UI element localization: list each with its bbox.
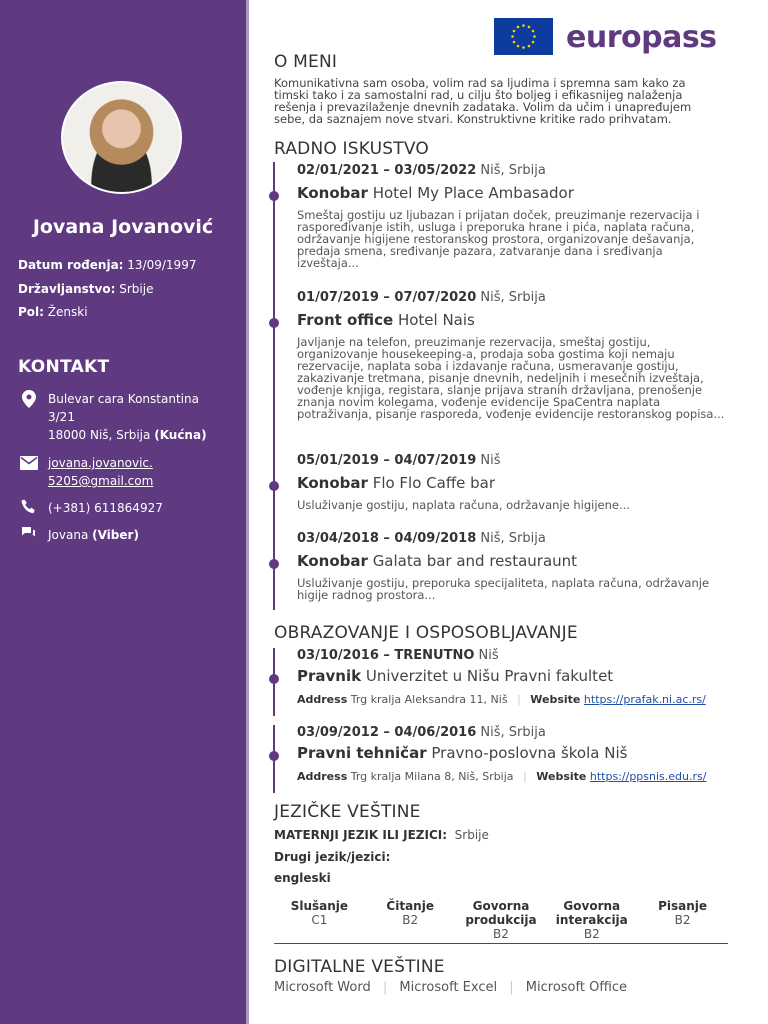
job-date: 05/01/2019 – 04/07/2019 xyxy=(297,453,477,468)
native-value: Srbije xyxy=(454,828,489,842)
viber-name: Jovana xyxy=(48,528,89,542)
birth-value: 13/09/1997 xyxy=(127,258,197,272)
job-date: 02/01/2021 – 03/05/2022 xyxy=(297,163,477,178)
contact-viber xyxy=(18,526,233,544)
experience-item xyxy=(297,453,727,511)
edu-website-link[interactable]: https://prafak.ni.ac.rs/ xyxy=(583,693,706,706)
job-description: Usluživanje gostiju, naplata računa, održavanje higijene... xyxy=(297,498,630,512)
job-description: Javljanje na telefon, preuzimanje rezervacija, smeštaj gostiju, organizovanje housekeeping-a, prodaja soba gostima koji nemaju rezervacije, naplata soba i izdavanje računa, usmeravanje gostiju, zakazivanje tretmana, pisanje dnevnih, nedeljnih i mesečnih izveštaja, vođenje knjiga, registara, slanje prijava stranih državljana, prenošenje znanja novim kolegama, vođenje evidencije SpaCentra naplata potraživanja, pisanje rasporeda, vođenje evidencije restoranskog popisa... xyxy=(297,335,725,421)
lang-col-writing xyxy=(637,899,728,941)
eu-star xyxy=(513,30,516,33)
contact-address xyxy=(18,390,233,444)
edu-website-label: Website xyxy=(530,693,581,706)
job-place: Niš, Srbija xyxy=(480,290,546,305)
digital-skill: Microsoft Excel xyxy=(399,980,498,995)
timeline-dot xyxy=(269,559,279,569)
other-lang: engleski xyxy=(274,871,331,885)
profile-photo xyxy=(61,81,182,194)
edu-website-label: Website xyxy=(536,770,587,783)
other-language-label xyxy=(274,850,390,864)
other-language-name xyxy=(274,871,331,885)
education-item xyxy=(297,648,727,706)
address-tag: (Kućna) xyxy=(154,428,207,442)
birth-label: Datum rođenja: xyxy=(18,258,124,272)
lang-col-level: B2 xyxy=(493,927,509,941)
job-org: Galata bar and restauraunt xyxy=(372,552,578,570)
edu-role: Pravni tehničar xyxy=(297,744,427,762)
digital-title: DIGITALNE VEŠTINE xyxy=(274,957,445,977)
eu-star xyxy=(532,41,535,44)
email-link[interactable] xyxy=(48,454,233,490)
sidebar-edge xyxy=(246,0,249,1024)
separator: | xyxy=(523,770,527,783)
eu-star xyxy=(528,45,531,48)
job-place: Niš, Srbija xyxy=(480,531,546,546)
timeline-dot xyxy=(269,481,279,491)
timeline-dot xyxy=(269,674,279,684)
lang-col-head: Govorna produkcija xyxy=(465,899,537,927)
lang-col-head: Čitanje xyxy=(386,899,434,913)
job-place: Niš, Srbija xyxy=(480,163,546,178)
edu-role: Pravnik xyxy=(297,667,362,685)
email-line-2: 5205@gmail.com xyxy=(48,474,154,488)
lang-col-head: Govorna interakcija xyxy=(555,899,628,927)
lang-col-level: C1 xyxy=(311,913,328,927)
eu-star xyxy=(517,45,520,48)
job-date: 01/07/2019 – 07/07/2020 xyxy=(297,290,477,305)
education-item xyxy=(297,725,727,783)
job-role: Konobar xyxy=(297,552,368,570)
native-language xyxy=(274,828,489,842)
lang-col-reading xyxy=(365,899,456,941)
envelope-icon xyxy=(18,454,40,472)
digital-skills xyxy=(274,980,627,995)
eu-star xyxy=(513,41,516,44)
viber-tag: (Viber) xyxy=(92,528,139,542)
timeline-dot xyxy=(269,751,279,761)
phone-icon xyxy=(18,499,40,517)
experience-item xyxy=(297,290,727,420)
about-title: O MENI xyxy=(274,52,338,72)
job-org: Flo Flo Caffe bar xyxy=(372,474,496,492)
lang-col-level: B2 xyxy=(402,913,419,927)
address-line-3: 18000 Niš, Srbija xyxy=(48,428,151,442)
contact-phone xyxy=(18,499,233,517)
edu-place: Niš xyxy=(478,648,499,663)
experience-timeline xyxy=(273,162,275,610)
sidebar xyxy=(0,0,246,1024)
experience-title: RADNO ISKUSTVO xyxy=(274,139,429,159)
chat-bubbles-icon xyxy=(18,526,40,544)
about-text: Komunikativna sam osoba, volim rad sa ljudima i spremna sam kako za timski tako i za samostalni rad, u cilju što boljeg i efikasnijeg nalaženja rešenja i prevazilaženje dnevnih zadataka. Volim da učim i unapređujem sebe, da saznajem nove stvari. Konstruktivne kritike rado prihvatam. xyxy=(274,76,692,126)
address-line-2: 3/21 xyxy=(48,410,75,424)
job-role: Konobar xyxy=(297,184,368,202)
job-description: Smeštaj gostiju uz ljubazan i prijatan doček, preuzimanje rezervacija i raspoređivanje istih, usluga i preporuka hrane i pića, naplata računa, održavanje higijene restoranskog prostora, organizovanje dešavanja, predaja smena, sređivanje pazara, zatvaranje dana i sređivanja izveštaja... xyxy=(297,208,700,270)
job-place: Niš xyxy=(480,453,501,468)
lang-col-listening xyxy=(274,899,365,941)
edu-address: Trg kralja Aleksandra 11, Niš xyxy=(350,693,508,706)
lang-col-level: B2 xyxy=(674,913,691,927)
address-line-1: Bulevar cara Konstantina xyxy=(48,392,199,406)
lang-col-spoken-production xyxy=(456,899,547,941)
edu-website-link[interactable]: https://ppsnis.edu.rs/ xyxy=(589,770,707,783)
timeline-dot xyxy=(269,191,279,201)
separator: | xyxy=(382,980,388,995)
eu-star xyxy=(533,35,536,38)
experience-item xyxy=(297,531,727,601)
native-label: MATERNJI JEZIK ILI JEZICI: xyxy=(274,828,448,842)
timeline-dot xyxy=(269,318,279,328)
lang-col-level: B2 xyxy=(583,927,600,941)
eu-star xyxy=(528,26,531,29)
lang-col-spoken-interaction xyxy=(546,899,637,941)
edu-address-label: Address xyxy=(297,693,348,706)
edu-date: 03/09/2012 – 04/06/2016 xyxy=(297,725,477,740)
languages-title: JEZIČKE VEŠTINE xyxy=(274,802,421,822)
digital-skill: Microsoft Office xyxy=(525,980,628,995)
job-org: Hotel My Place Ambasador xyxy=(372,184,574,202)
email-line-1: jovana.jovanovic. xyxy=(48,456,153,470)
lang-col-head: Slušanje xyxy=(290,899,349,913)
contact-email xyxy=(18,454,233,490)
edu-place: Niš, Srbija xyxy=(480,725,546,740)
separator: | xyxy=(509,980,514,995)
phone-number[interactable]: (+381) 611864927 xyxy=(48,501,163,515)
education-title: OBRAZOVANJE I OSPOSOBLJAVANJE xyxy=(274,623,578,643)
lang-col-head: Pisanje xyxy=(658,899,708,913)
edu-org: Univerzitet u Nišu Pravni fakultet xyxy=(365,667,614,685)
job-org: Hotel Nais xyxy=(397,311,475,329)
gender-value: Ženski xyxy=(47,305,88,319)
job-description: Usluživanje gostiju, preporuka specijaliteta, naplata računa, održavanje higije radnog prostora... xyxy=(297,576,710,602)
citizenship-value: Srbije xyxy=(119,282,154,296)
digital-skill: Microsoft Word xyxy=(274,980,371,995)
europass-logo: europass xyxy=(566,20,717,55)
gender xyxy=(18,305,88,319)
edu-date: 03/10/2016 – TRENUTNO xyxy=(297,648,475,663)
eu-flag-icon xyxy=(494,18,553,55)
experience-item xyxy=(297,163,727,269)
job-date: 03/04/2018 – 04/09/2018 xyxy=(297,531,477,546)
profile-name: Jovana Jovanović xyxy=(32,216,214,238)
eu-star xyxy=(511,35,514,38)
gender-label: Pol: xyxy=(18,305,44,319)
edu-address: Trg kralja Milana 8, Niš, Srbija xyxy=(350,770,514,783)
eu-star xyxy=(517,26,520,29)
birth-date xyxy=(18,258,196,272)
separator: | xyxy=(517,693,521,706)
other-label: Drugi jezik/jezici: xyxy=(274,850,391,864)
job-role: Konobar xyxy=(297,474,368,492)
eu-star xyxy=(532,30,535,33)
location-pin-icon xyxy=(18,390,40,408)
contact-title: KONTAKT xyxy=(18,357,110,377)
language-levels-table xyxy=(274,899,728,944)
edu-address-label: Address xyxy=(297,770,348,783)
citizenship-label: Državljanstvo: xyxy=(18,282,116,296)
edu-org: Pravno-poslovna škola Niš xyxy=(431,744,628,762)
job-role: Front office xyxy=(297,311,394,329)
eu-star xyxy=(522,46,525,49)
eu-star xyxy=(522,24,525,27)
citizenship xyxy=(18,282,153,296)
